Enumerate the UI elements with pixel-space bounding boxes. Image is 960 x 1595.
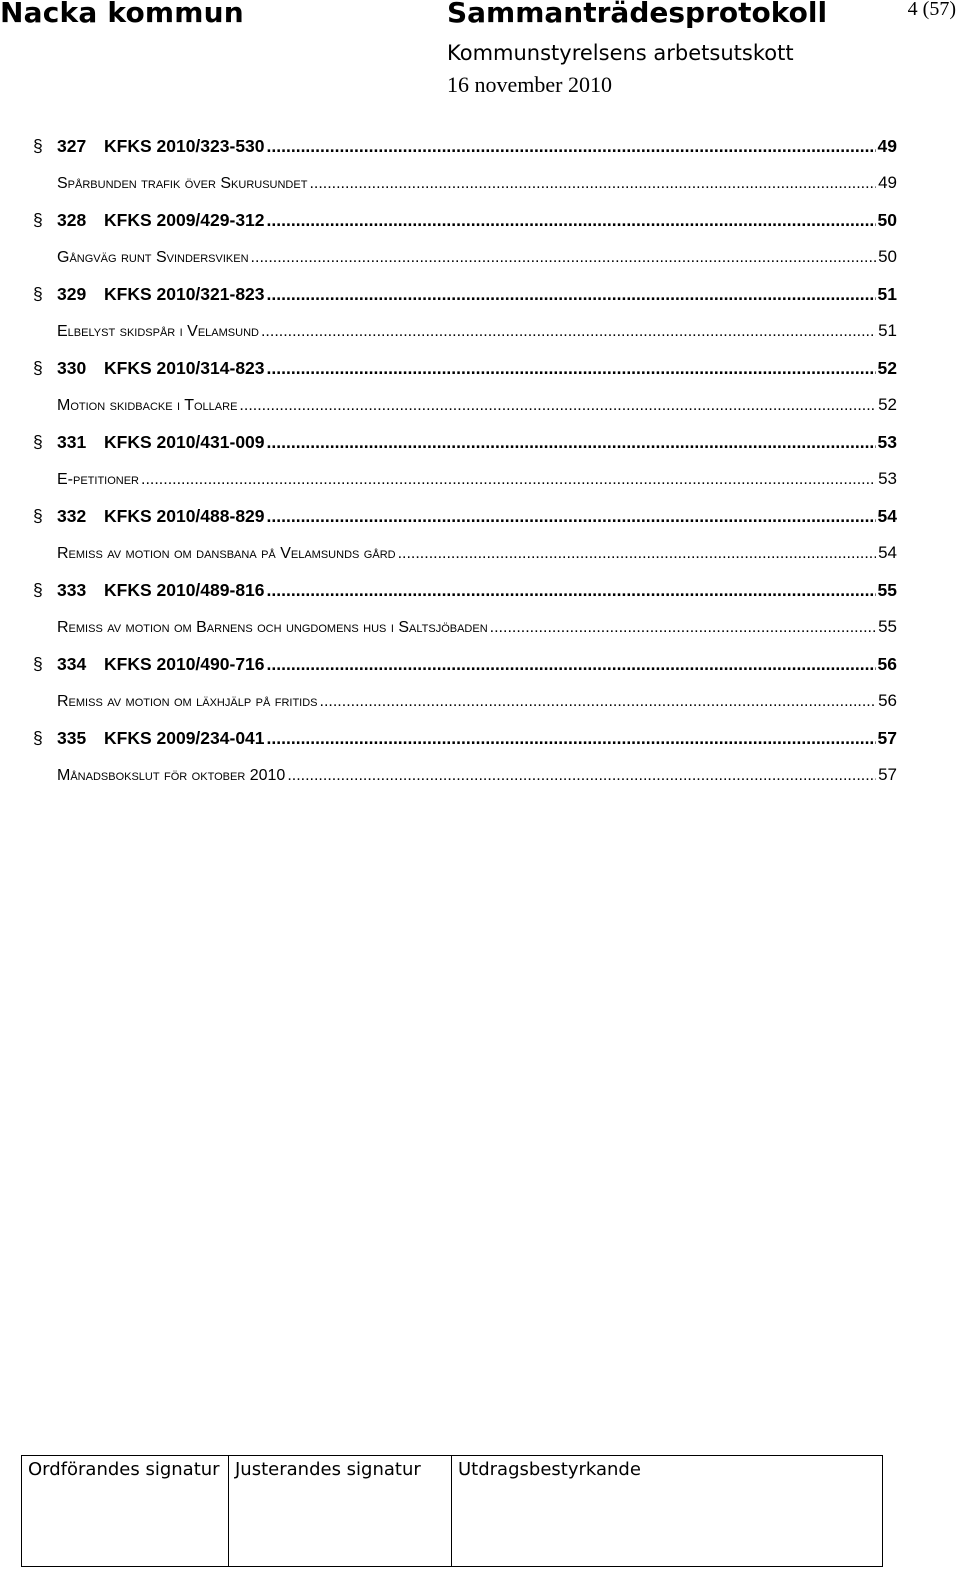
section-number: 334 [57, 654, 87, 674]
item-title: Spårbunden trafik över Skurusundet [57, 175, 308, 192]
dot-leader [141, 471, 876, 489]
item-title: Månadsbokslut för oktober 2010 [57, 767, 286, 784]
toc-page-number: 51 [878, 321, 897, 340]
section-number: 328 [57, 210, 87, 230]
dot-leader [267, 210, 876, 231]
case-reference: KFKS 2009/429-312 [104, 210, 265, 230]
section-sign: § [33, 210, 43, 230]
case-reference: KFKS 2010/490-716 [104, 654, 265, 674]
case-reference: KFKS 2009/234-041 [104, 728, 265, 748]
case-reference: KFKS 2010/323-530 [104, 136, 265, 156]
section-number: 333 [57, 580, 87, 600]
toc-page-number: 51 [877, 284, 897, 304]
dot-leader [261, 323, 876, 341]
toc-title-row[interactable] [33, 691, 897, 728]
section-sign: § [33, 358, 43, 378]
section-sign: § [33, 654, 43, 674]
adjuster-signature-label: Justerandes signatur [235, 1459, 421, 1480]
dot-leader [267, 432, 876, 453]
toc-section-row[interactable] [33, 136, 897, 173]
toc-section-row[interactable] [33, 432, 897, 469]
dot-leader [267, 136, 876, 157]
toc-title-row[interactable] [33, 247, 897, 284]
section-number: 330 [57, 358, 87, 378]
item-title: Motion skidbacke i Tollare [57, 397, 238, 414]
toc-page-number: 56 [877, 654, 897, 674]
toc-section-row[interactable] [33, 358, 897, 395]
toc-page-number: 57 [878, 765, 897, 784]
dot-leader [309, 175, 876, 193]
page-number: 4 (57) [907, 0, 956, 20]
toc-page-number: 54 [878, 543, 897, 562]
section-sign: § [33, 284, 43, 304]
section-number: 335 [57, 728, 87, 748]
toc-section-row[interactable] [33, 284, 897, 321]
municipality-name: Nacka kommun [0, 0, 244, 29]
toc-title-row[interactable] [33, 543, 897, 580]
section-number: 329 [57, 284, 87, 304]
dot-leader [267, 580, 876, 601]
toc-title-row[interactable] [33, 765, 897, 802]
toc-title-row[interactable] [33, 469, 897, 506]
section-number: 327 [57, 136, 87, 156]
dot-leader [267, 284, 876, 305]
toc-section-row[interactable] [33, 728, 897, 765]
section-sign: § [33, 506, 43, 526]
dot-leader [320, 693, 877, 711]
adjuster-signature-field [229, 1456, 452, 1566]
dot-leader [251, 249, 877, 267]
toc-page-number: 55 [878, 617, 897, 636]
toc-page-number: 55 [877, 580, 897, 600]
dot-leader [267, 506, 876, 527]
toc-page-number: 50 [877, 210, 897, 230]
item-title: Gångväg runt Svindersviken [57, 249, 249, 266]
dot-leader [398, 545, 877, 563]
meeting-date: 16 november 2010 [447, 72, 612, 97]
toc-title-row[interactable] [33, 395, 897, 432]
signature-box [21, 1455, 883, 1567]
toc-page-number: 54 [877, 506, 897, 526]
section-sign: § [33, 136, 43, 156]
chair-signature-field [22, 1456, 229, 1566]
toc-page-number: 49 [878, 173, 897, 192]
toc-section-row[interactable] [33, 210, 897, 247]
case-reference: KFKS 2010/488-829 [104, 506, 265, 526]
chair-signature-label: Ordförandes signatur [28, 1459, 220, 1480]
committee-name: Kommunstyrelsens arbetsutskott [447, 41, 794, 65]
toc-page-number: 52 [877, 358, 897, 378]
case-reference: KFKS 2010/321-823 [104, 284, 265, 304]
toc-title-row[interactable] [33, 173, 897, 210]
item-title: Remiss av motion om Barnens och ungdomens hus i Saltsjöbaden [57, 619, 488, 636]
document-type: Sammanträdesprotokoll [447, 0, 828, 29]
table-of-contents [33, 136, 897, 802]
dot-leader [267, 358, 876, 379]
toc-page-number: 50 [878, 247, 897, 266]
toc-section-row[interactable] [33, 506, 897, 543]
dot-leader [267, 728, 876, 749]
toc-page-number: 53 [877, 432, 897, 452]
toc-page-number: 57 [877, 728, 897, 748]
toc-page-number: 56 [878, 691, 897, 710]
section-sign: § [33, 580, 43, 600]
item-title: E-petitioner [57, 471, 140, 488]
dot-leader [287, 767, 876, 785]
dot-leader [239, 397, 876, 415]
toc-page-number: 53 [878, 469, 897, 488]
extract-certification-field [452, 1456, 882, 1566]
case-reference: KFKS 2010/314-823 [104, 358, 265, 378]
extract-certification-label: Utdragsbestyrkande [458, 1459, 641, 1480]
case-reference: KFKS 2010/431-009 [104, 432, 265, 452]
toc-title-row[interactable] [33, 321, 897, 358]
dot-leader [490, 619, 876, 637]
section-sign: § [33, 432, 43, 452]
item-title: Remiss av motion om läxhjälp på fritids [57, 693, 318, 710]
section-sign: § [33, 728, 43, 748]
section-number: 331 [57, 432, 87, 452]
toc-page-number: 52 [878, 395, 897, 414]
case-reference: KFKS 2010/489-816 [104, 580, 265, 600]
toc-page-number: 49 [877, 136, 897, 156]
item-title: Remiss av motion om dansbana på Velamsunds gård [57, 545, 396, 562]
toc-title-row[interactable] [33, 617, 897, 654]
section-number: 332 [57, 506, 87, 526]
dot-leader [267, 654, 876, 675]
toc-section-row[interactable] [33, 580, 897, 617]
toc-section-row[interactable] [33, 654, 897, 691]
item-title: Elbelyst skidspår i Velamsund [57, 323, 259, 340]
